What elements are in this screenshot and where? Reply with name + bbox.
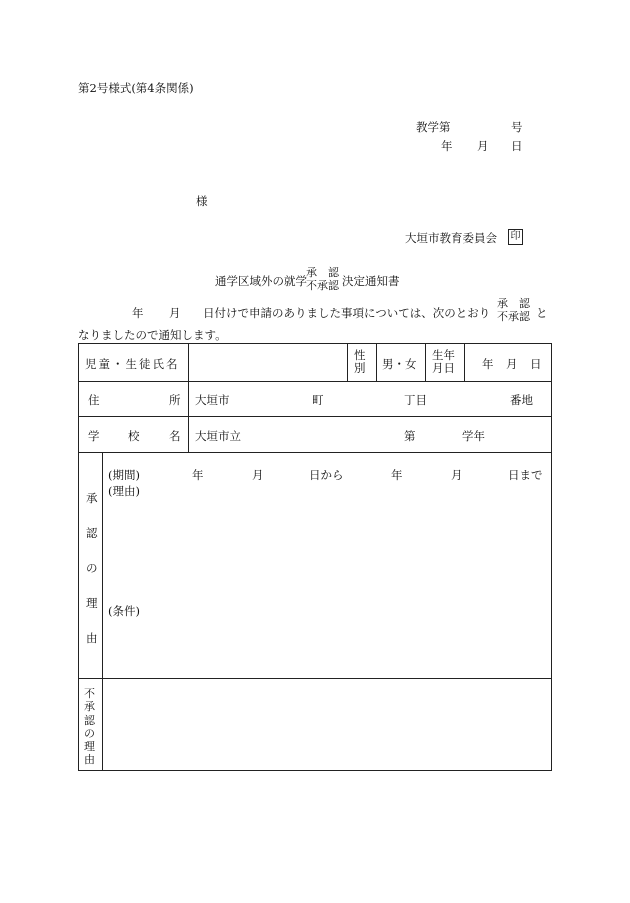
address-town: 町: [312, 393, 324, 407]
period-month-2: 月: [451, 468, 463, 482]
approval-label-5: 由: [86, 631, 98, 645]
title-approve: 承 認: [306, 266, 339, 279]
body-line1-text: 日付けで申請のありました事項については、次のとおり: [203, 306, 491, 320]
title-after: 決定通知書: [342, 274, 400, 288]
table-rule: [78, 770, 552, 771]
condition-label: (条件): [108, 604, 140, 618]
address-banchi: 番地: [510, 393, 533, 407]
period-label: (期間): [108, 468, 140, 482]
date-day: 日: [511, 139, 523, 153]
school-grade: 学年: [462, 429, 485, 443]
school-label-3: 名: [169, 429, 181, 443]
addressee-honorific: 様: [196, 194, 208, 208]
period-to: 日まで: [508, 468, 543, 482]
date-year: 年: [441, 139, 453, 153]
approval-label-3: の: [86, 561, 98, 575]
disapproval-char: 承: [84, 700, 95, 714]
body-line1-end: と: [536, 306, 548, 320]
approval-label-2: 認: [86, 526, 98, 540]
body-choice: [497, 297, 530, 323]
table-rule: [347, 343, 348, 381]
sex-label-2: 別: [354, 361, 366, 375]
title-choice: [306, 266, 339, 292]
table-rule: [78, 452, 552, 453]
period-year-2: 年: [391, 468, 403, 482]
disapproval-char: 理: [84, 740, 95, 754]
birth-label-1: 生年: [432, 348, 455, 362]
period-from: 日から: [309, 468, 344, 482]
school-label-1: 学: [88, 429, 100, 443]
sex-label-1: 性: [354, 348, 366, 362]
doc-number-prefix: 教学第: [416, 120, 451, 134]
table-rule: [78, 343, 552, 344]
table-rule: [78, 678, 552, 679]
school-city: 大垣市立: [195, 429, 241, 443]
address-label-left: 住: [88, 393, 100, 407]
birth-day: 日: [530, 357, 542, 371]
table-rule: [78, 416, 552, 417]
disapproval-char: 由: [84, 753, 95, 767]
birth-label: [432, 349, 455, 375]
table-rule: [376, 343, 377, 381]
reason-label: (理由): [108, 484, 140, 498]
title-disapprove: 不承認: [306, 279, 339, 292]
approval-label-1: 承: [86, 491, 98, 505]
body-month: 月: [169, 306, 181, 320]
body-approve: 承 認: [497, 297, 530, 310]
table-rule: [464, 343, 465, 381]
sex-options: 男・女: [382, 357, 417, 371]
issuer-name: 大垣市教育委員会: [405, 231, 497, 245]
birth-year: 年: [482, 357, 494, 371]
seal-box: 印: [508, 229, 523, 245]
table-rule: [551, 343, 552, 770]
address-city: 大垣市: [195, 393, 230, 407]
table-rule: [102, 452, 103, 770]
table-rule: [425, 343, 426, 381]
approval-label-4: 理: [86, 596, 98, 610]
address-chome: 丁目: [404, 393, 427, 407]
body-disapprove: 不承認: [497, 310, 530, 323]
date-month: 月: [477, 139, 489, 153]
doc-number-suffix: 号: [511, 120, 523, 134]
body-year: 年: [132, 306, 144, 320]
address-label-right: 所: [169, 393, 181, 407]
school-label-2: 校: [128, 429, 140, 443]
period-year-1: 年: [192, 468, 204, 482]
table-rule: [78, 343, 79, 770]
birth-label-2: 月日: [432, 361, 455, 375]
body-line2: なりましたので通知します。: [78, 328, 227, 342]
disapproval-char: の: [84, 726, 95, 740]
sex-label: [354, 349, 366, 375]
disapproval-char: 認: [84, 713, 95, 727]
disapproval-label: [84, 687, 95, 767]
disapproval-char: 不: [84, 687, 95, 700]
birth-month: 月: [506, 357, 518, 371]
period-month-1: 月: [252, 468, 264, 482]
form-label: 第2号様式(第4条関係): [78, 81, 194, 95]
title-before: 通学区域外の就学: [215, 274, 307, 288]
school-dai: 第: [404, 429, 416, 443]
name-label: 児童・生徒氏名: [85, 357, 180, 371]
table-rule: [188, 343, 189, 452]
table-rule: [78, 381, 552, 382]
